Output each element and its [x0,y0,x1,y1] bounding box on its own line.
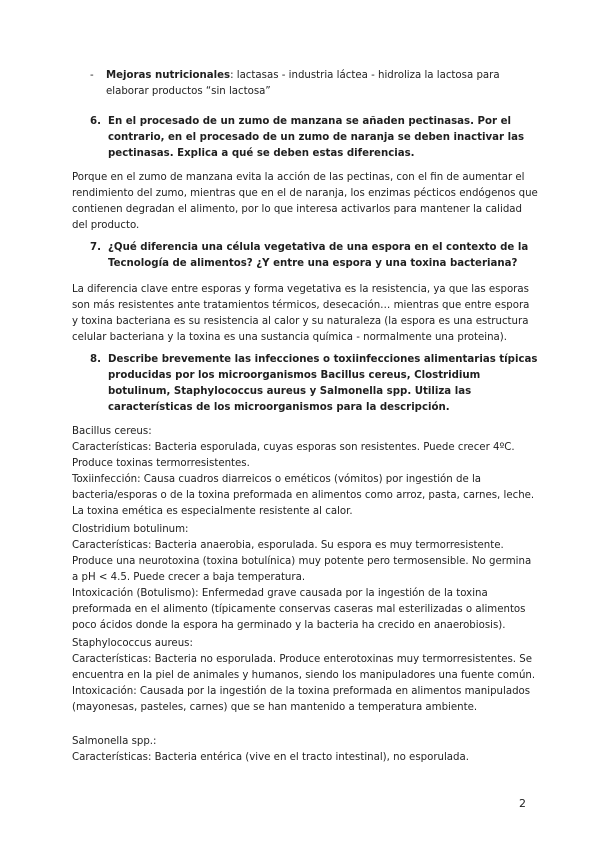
bullet-body: : lactasas - industria láctea - hidroliza la lactosa para elaborar productos “sin lactosa” [106,70,500,97]
question-number: 6. [90,116,101,127]
organism-name: Staphylococcus aureus: [72,638,193,649]
bullet-dash: - [90,70,94,81]
question-text: En el procesado de un zumo de manzana se añaden pectinasas. Por el contrario, en el procesado de un zumo de naranja se deben inactivar las pectinasas. Explica a qué se deben estas diferencias. [108,116,525,159]
organism-name: Bacillus cereus: [72,426,152,437]
question-number: 8. [90,354,101,365]
bullet-item-mejoras [90,68,540,100]
bullet-text [106,68,540,100]
question-text: ¿Qué diferencia una célula vegetativa de una espora en el contexto de la Tecnología de alimentos? ¿Y entre una espora y una toxina bacteriana? [108,242,529,269]
organism-name: Clostridium botulinum: [72,524,189,535]
organism-toxiinfection: Toxiinfección: Causa cuadros diarreicos o eméticos (vómitos) por ingestión de la bacteria/esporas o de la toxina preformada en alimentos como arroz, pasta, carnes, leche. La toxina emética es especialmente resistente al calor. [72,474,535,517]
question-6 [90,114,540,162]
question-8 [90,352,540,416]
organism-characteristics: Características: Bacteria no esporulada. Produce enterotoxinas muy termorresistentes. Se encuentra en la piel de animales y humanos, siendo los manipuladores una fuente común. [72,654,536,681]
section-bacillus [72,424,538,520]
organism-characteristics: Características: Bacteria anaerobia, esporulada. Su espora es muy termorresistente. Produce una neurotoxina (toxina botulínica) muy potente pero termosensible. No germina a pH < 4.5. Puede crecer a baja temperatura. [72,540,532,583]
organism-characteristics: Características: Bacteria esporulada, cuyas esporas son resistentes. Puede crecer 4ºC. Produce toxinas termorresistentes. [72,442,515,469]
question-7 [90,240,540,272]
section-clostridium [72,522,538,634]
organism-name: Salmonella spp.: [72,736,157,747]
question-number: 7. [90,242,101,253]
organism-intoxication: Intoxicación (Botulismo): Enfermedad grave causada por la ingestión de la toxina preformada en el alimento (típicamente conservas caseras mal esterilizadas o alimentos poco ácidos donde la espora ha germinado y la bacteria ha crecido en anaerobiosis). [72,588,526,631]
bullet-title: Mejoras nutricionales [106,70,231,81]
page-number: 2 [519,797,526,810]
question-text: Describe brevemente las infecciones o toxiinfecciones alimentarias típicas producidas por los microorganismos Bacillus cereus, Clostridium botulinum, Staphylococcus aureus y Salmonella spp. Utiliza las características de los microorganismos para la descripción. [108,354,538,413]
section-staphylococcus [72,636,538,716]
organism-characteristics: Características: Bacteria entérica (vive en el tracto intestinal), no esporulada. [72,752,469,763]
organism-intoxication: Intoxicación: Causada por la ingestión de la toxina preformada en alimentos manipulados (mayonesas, pasteles, carnes) que se han mantenido a temperatura ambiente. [72,686,531,713]
section-salmonella [72,734,538,766]
answer-7: La diferencia clave entre esporas y forma vegetativa es la resistencia, ya que las esporas son más resistentes ante tratamientos térmicos, desecación… mientras que entre espora y toxina bacteriana es su resistencia al calor y su naturaleza (la espora es una estructura celular bacteriana y la toxina es una sustancia química - normalmente una proteina). [72,284,530,343]
answer-6: Porque en el zumo de manzana evita la acción de las pectinas, con el fin de aumentar el rendimiento del zumo, mientras que en el de naranja, los enzimas pécticos endógenos que contienen degradan el alimento, por lo que interesa activarlos para mantener la calidad del producto. [72,172,538,231]
